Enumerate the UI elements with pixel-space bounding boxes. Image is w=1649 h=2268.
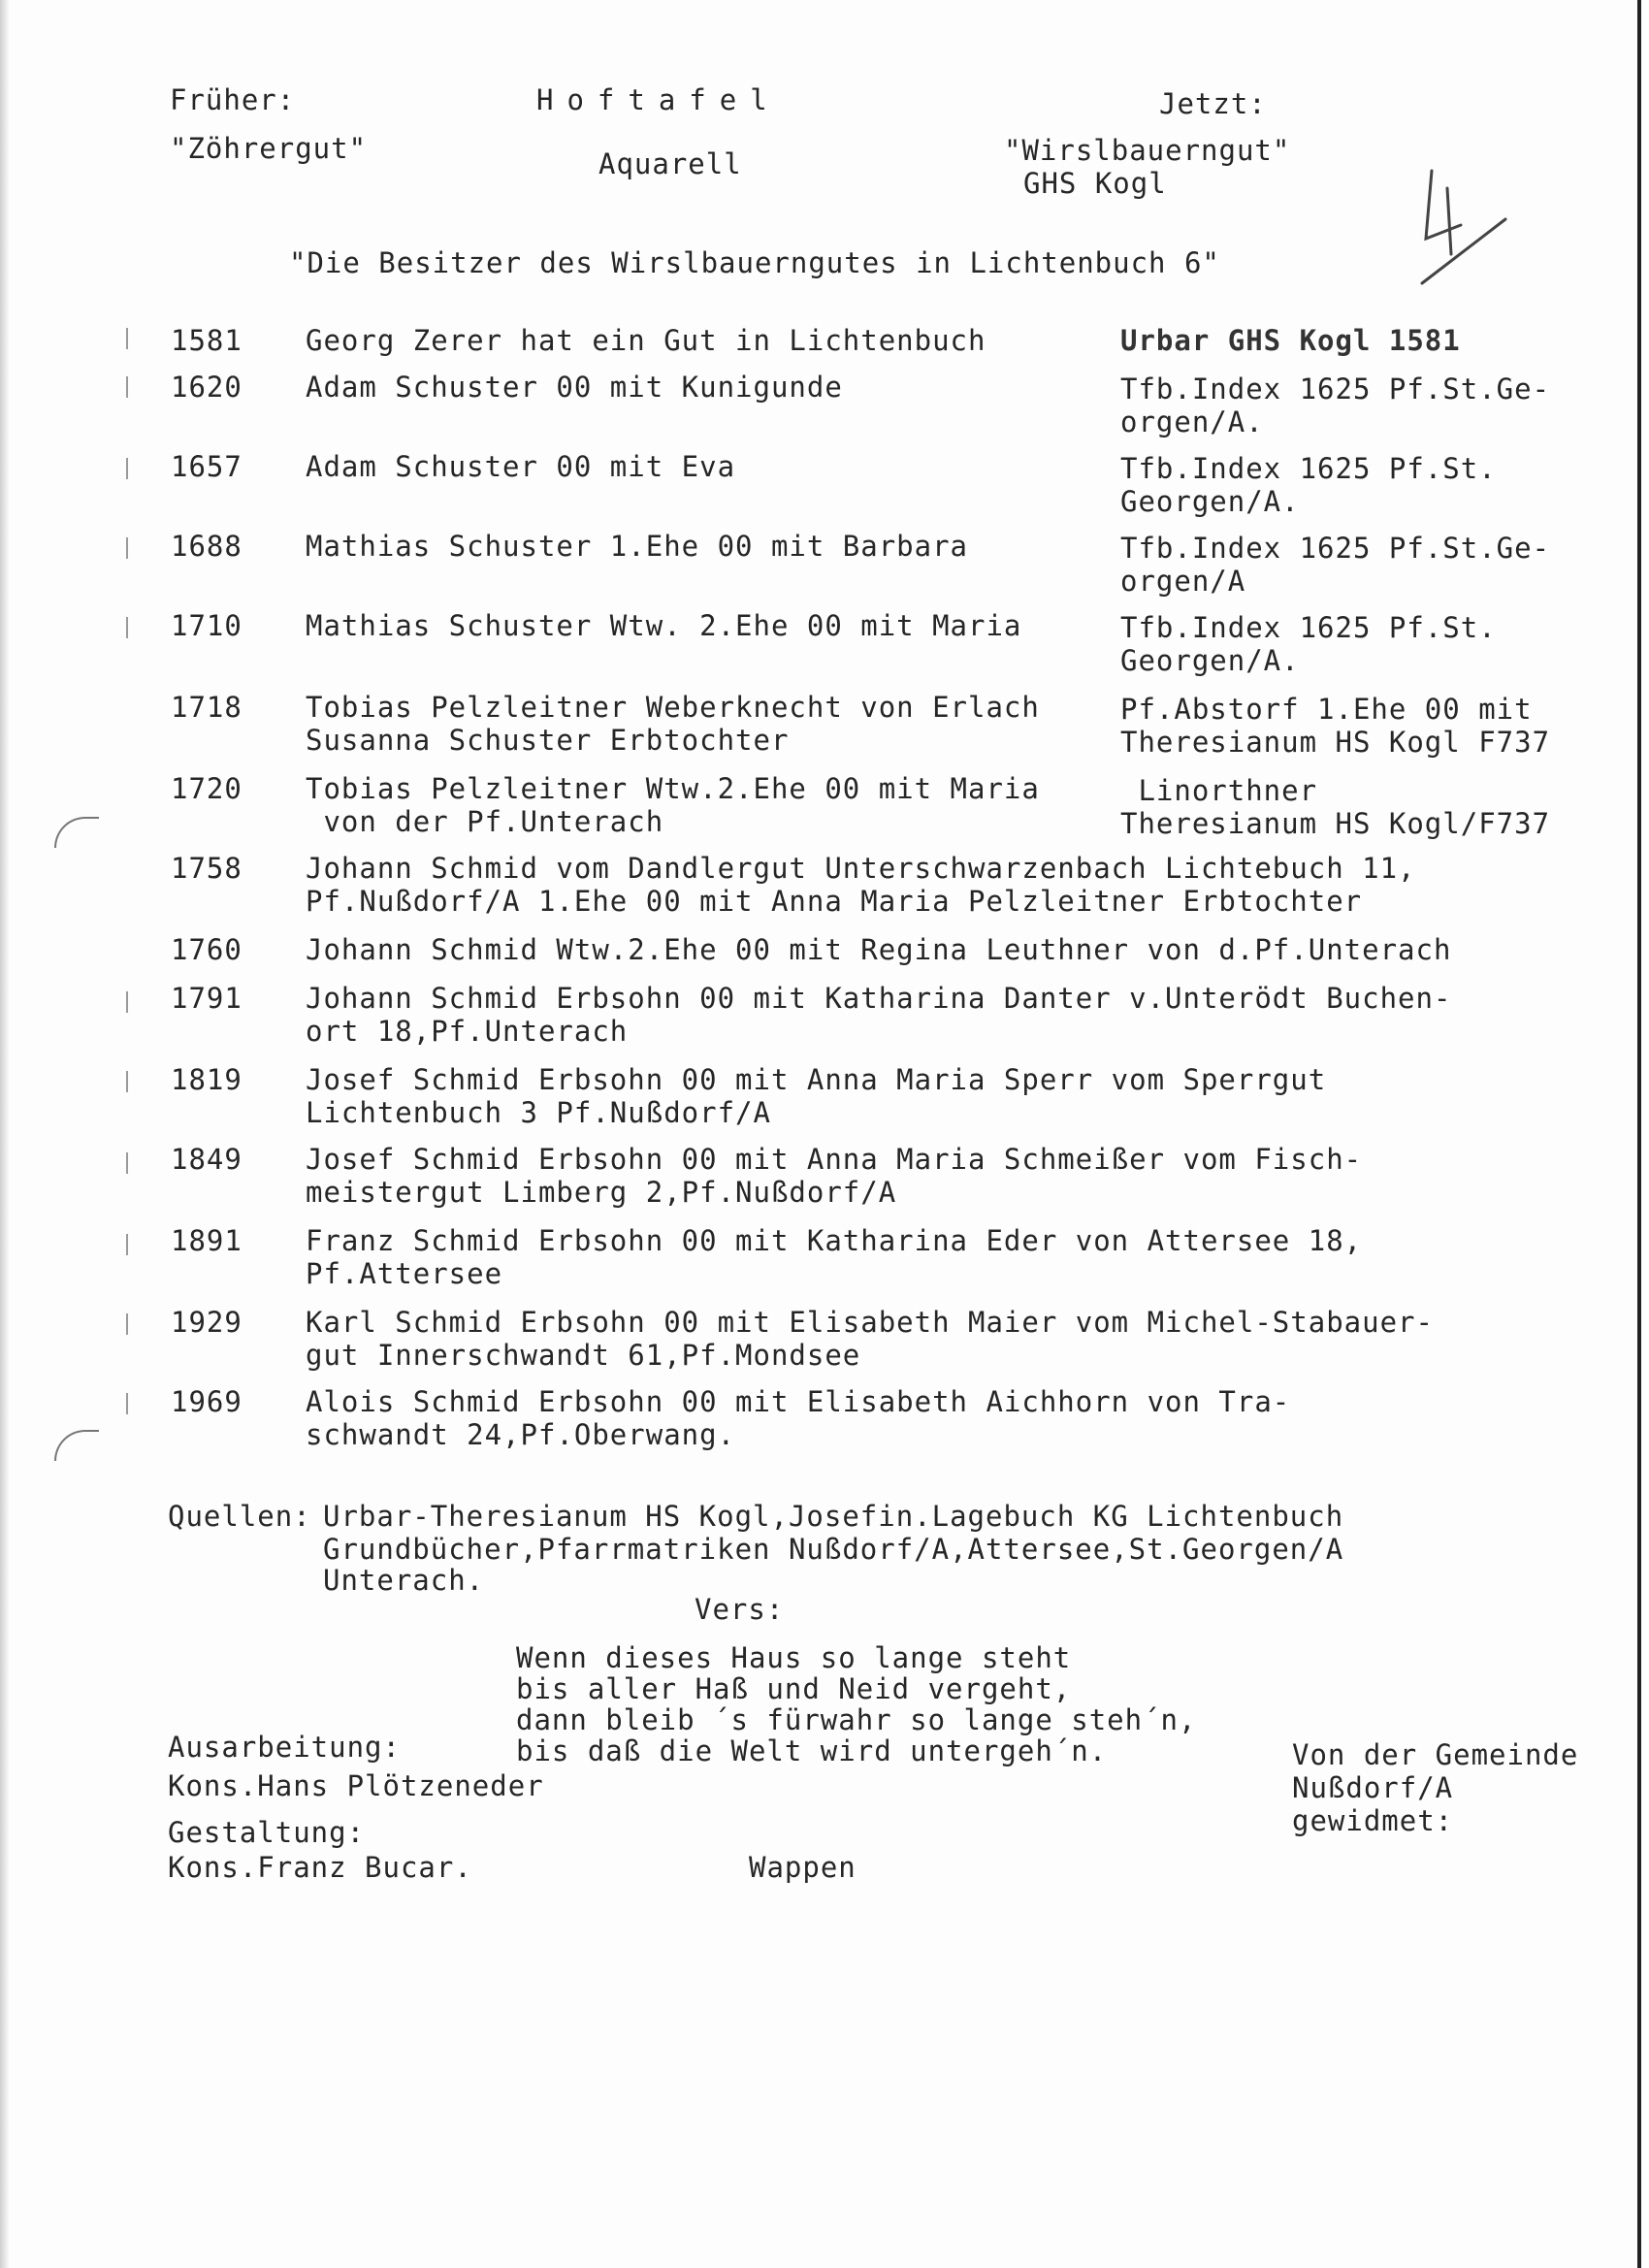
entry-source: Tfb.Index 1625 Pf.St.Ge- orgen/A. [1120,373,1551,438]
dedication-line-3: gewidmet: [1292,1804,1454,1837]
medium-label: Aquarell [598,147,742,180]
entry-year: 1791 [171,982,242,1015]
entry-source: Linorthner Theresianum HS Kogl/F737 [1120,774,1551,840]
margin-tick [126,1313,128,1335]
entry-year: 1688 [171,530,242,563]
entry-year: 1849 [171,1143,242,1176]
entry-year: 1710 [171,609,242,642]
entry-text: Karl Schmid Erbsohn 00 mit Elisabeth Maier vom Michel-Stabauer- gut Innerschwandt 61,Pf.Mondsee [306,1306,1434,1372]
entry-text: Josef Schmid Erbsohn 00 mit Anna Maria Sperr vom Sperrgut Lichtenbuch 3 Pf.Nußdorf/A [306,1063,1327,1129]
dedication-line-2: Nußdorf/A [1292,1771,1454,1804]
scan-edge-right [1637,0,1641,2268]
entry-year: 1657 [171,450,242,483]
margin-tick [126,328,128,349]
entry-year: 1969 [171,1385,242,1418]
verse-line-3: dann bleib ´s fürwahr so lange steh´n, [516,1703,1197,1736]
frueher-label: Früher: [170,83,296,116]
entry-source: Pf.Abstorf 1.Ehe 00 mit Theresianum HS Kogl F737 [1120,693,1551,759]
entry-text: Tobias Pelzleitner Wtw.2.Ehe 00 mit Maria von der Pf.Unterach [306,772,1040,838]
entry-source: Tfb.Index 1625 Pf.St. Georgen/A. [1120,611,1497,677]
margin-tick [126,1393,128,1414]
jetzt-place: GHS Kogl [1023,167,1167,200]
entry-text: Mathias Schuster 1.Ehe 00 mit Barbara [306,530,969,563]
entry-year: 1720 [171,772,242,805]
sources-label: Quellen: [168,1500,311,1533]
sources-line-1: Urbar-Theresianum HS Kogl,Josefin.Lagebuch KG Lichtenbuch [323,1500,1344,1533]
entry-text: Alois Schmid Erbsohn 00 mit Elisabeth Aichhorn von Tra- schwandt 24,Pf.Oberwang. [306,1385,1291,1451]
margin-tick [126,617,128,638]
punch-hole-mark [54,817,99,848]
entry-year: 1718 [171,691,242,724]
entry-source: Tfb.Index 1625 Pf.St. Georgen/A. [1120,452,1497,518]
ausarbeitung-label: Ausarbeitung: [168,1731,401,1764]
margin-tick [126,991,128,1013]
jetzt-label: Jetzt: [1159,87,1267,120]
entry-text: Johann Schmid Erbsohn 00 mit Katharina Danter v.Unterödt Buchen- ort 18,Pf.Unterach [306,982,1452,1048]
entry-text: Josef Schmid Erbsohn 00 mit Anna Maria Schmeißer vom Fisch- meistergut Limberg 2,Pf.Nußdorf/A [306,1143,1363,1209]
margin-tick [126,537,128,559]
entry-year: 1758 [171,852,242,885]
sources-line-3: Unterach. [323,1564,485,1597]
entry-year: 1760 [171,933,242,966]
margin-tick [126,458,128,479]
verse-label: Vers: [695,1593,785,1626]
entry-year: 1929 [171,1306,242,1339]
entry-year: 1581 [171,324,242,357]
entry-text: Mathias Schuster Wtw. 2.Ehe 00 mit Maria [306,609,1022,642]
entry-text: Adam Schuster 00 mit Eva [306,450,736,483]
ausarbeitung-name: Kons.Hans Plötzeneder [168,1769,544,1802]
verse-line-4: bis daß die Welt wird untergeh´n. [516,1734,1108,1767]
frueher-value: "Zöhrergut" [170,132,368,165]
entry-year: 1819 [171,1063,242,1096]
gestaltung-name: Kons.Franz Bucar. [168,1851,472,1884]
margin-tick [126,1071,128,1092]
verse-line-1: Wenn dieses Haus so lange steht [516,1641,1072,1674]
entry-source: Tfb.Index 1625 Pf.St.Ge- orgen/A [1120,532,1551,598]
entry-source: Urbar GHS Kogl 1581 [1120,324,1461,357]
entry-text: Johann Schmid vom Dandlergut Unterschwarzenbach Lichtebuch 11, Pf.Nußdorf/A 1.Ehe 00 mit Anna Maria Pelzleitner Erbtochter [306,852,1416,918]
entry-text: Adam Schuster 00 mit Kunigunde [306,371,843,404]
document-subtitle: "Die Besitzer des Wirslbauerngutes in Lichtenbuch 6" [289,246,1220,279]
gestaltung-label: Gestaltung: [168,1816,366,1849]
entry-text: Tobias Pelzleitner Weberknecht von Erlach Susanna Schuster Erbtochter [306,691,1040,757]
entry-text: Georg Zerer hat ein Gut in Lichtenbuch [306,324,986,357]
scan-edge-left [0,0,10,2268]
entry-text: Franz Schmid Erbsohn 00 mit Katharina Eder von Attersee 18, Pf.Attersee [306,1224,1363,1290]
margin-tick [126,1234,128,1255]
sources-line-2: Grundbücher,Pfarrmatriken Nußdorf/A,Attersee,St.Georgen/A [323,1533,1344,1566]
dedication-line-1: Von der Gemeinde [1292,1738,1579,1771]
entry-text: Johann Schmid Wtw.2.Ehe 00 mit Regina Leuthner von d.Pf.Unterach [306,933,1452,966]
jetzt-value: "Wirslbauerngut" [1004,134,1291,167]
page-title: Hoftafel [536,83,781,116]
entry-year: 1620 [171,371,242,404]
margin-tick [126,1152,128,1174]
punch-hole-mark [54,1430,99,1461]
entry-year: 1891 [171,1224,242,1257]
wappen-label: Wappen [749,1851,857,1884]
margin-tick [126,376,128,398]
verse-line-2: bis aller Haß und Neid vergeht, [516,1672,1072,1705]
page-number-mark [1418,163,1515,289]
